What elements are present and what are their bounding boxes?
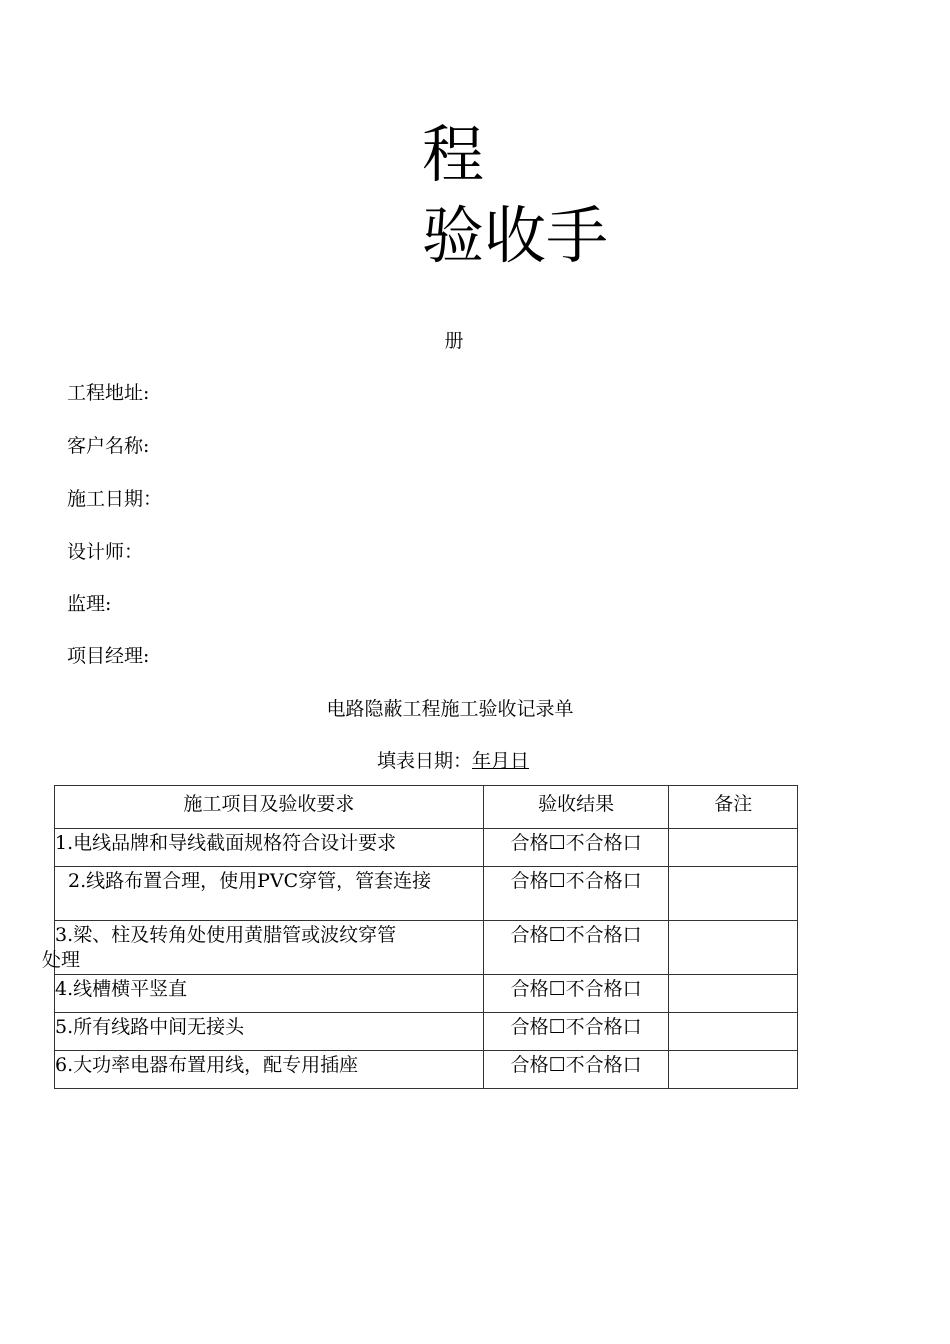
table-row bbox=[55, 867, 798, 921]
row-item: 1.电线品牌和导线截面规格符合设计要求 bbox=[55, 829, 484, 867]
field-project-manager: 项目经理: bbox=[67, 645, 150, 667]
row-note bbox=[669, 829, 798, 867]
row-note bbox=[669, 921, 798, 975]
row-note bbox=[669, 1051, 798, 1089]
column-header-note: 备注 bbox=[669, 786, 798, 829]
date-label: 填表日期： bbox=[376, 750, 472, 772]
form-date-line bbox=[3, 746, 903, 773]
table-row bbox=[55, 1051, 798, 1089]
table-row bbox=[55, 829, 798, 867]
table-row bbox=[55, 1013, 798, 1051]
row-item-line-1: 3.梁、柱及转角处使用黄腊管或波纹穿管 bbox=[55, 924, 397, 946]
field-project-address: 工程地址: bbox=[67, 382, 150, 404]
cover-title-line-2: 验收手 bbox=[422, 199, 609, 272]
row-result: 合格☐不合格口 bbox=[483, 921, 669, 975]
row-item: 4.线槽横平竖直 bbox=[55, 975, 484, 1013]
table-row bbox=[55, 975, 798, 1013]
acceptance-record-table bbox=[42, 785, 798, 1089]
date-value: 年月日 bbox=[472, 750, 530, 772]
row-item: 5.所有线路中间无接头 bbox=[55, 1013, 484, 1051]
cover-title-line-1: 程 bbox=[422, 118, 485, 191]
column-header-result: 验收结果 bbox=[483, 786, 669, 829]
field-designer: 设计师： bbox=[67, 541, 144, 563]
row-result: 合格☐不合格口 bbox=[483, 829, 669, 867]
row-item-line-2: 处理 bbox=[42, 949, 81, 971]
form-heading: 电路隐蔽工程施工验收记录单 bbox=[326, 698, 574, 720]
row-item bbox=[42, 921, 484, 975]
row-result: 合格☐不合格口 bbox=[483, 1051, 669, 1089]
table-row bbox=[55, 921, 798, 975]
column-header-item: 施工项目及验收要求 bbox=[55, 786, 484, 829]
row-note bbox=[669, 975, 798, 1013]
field-client-name: 客户名称: bbox=[67, 435, 150, 457]
row-item: 6.大功率电器布置用线，配专用插座 bbox=[55, 1051, 484, 1089]
row-result: 合格☐不合格口 bbox=[483, 867, 669, 921]
row-note bbox=[669, 1013, 798, 1051]
field-supervisor: 监理: bbox=[67, 593, 112, 615]
row-result: 合格☐不合格口 bbox=[483, 1013, 669, 1051]
table-header-row bbox=[55, 786, 798, 829]
field-construction-date: 施工日期： bbox=[67, 488, 163, 510]
row-result: 合格☐不合格口 bbox=[483, 975, 669, 1013]
row-item: 2.线路布置合理，使用PVC穿管，管套连接 bbox=[55, 867, 484, 921]
cover-title-line-3: 册 bbox=[444, 330, 464, 352]
row-note bbox=[669, 867, 798, 921]
